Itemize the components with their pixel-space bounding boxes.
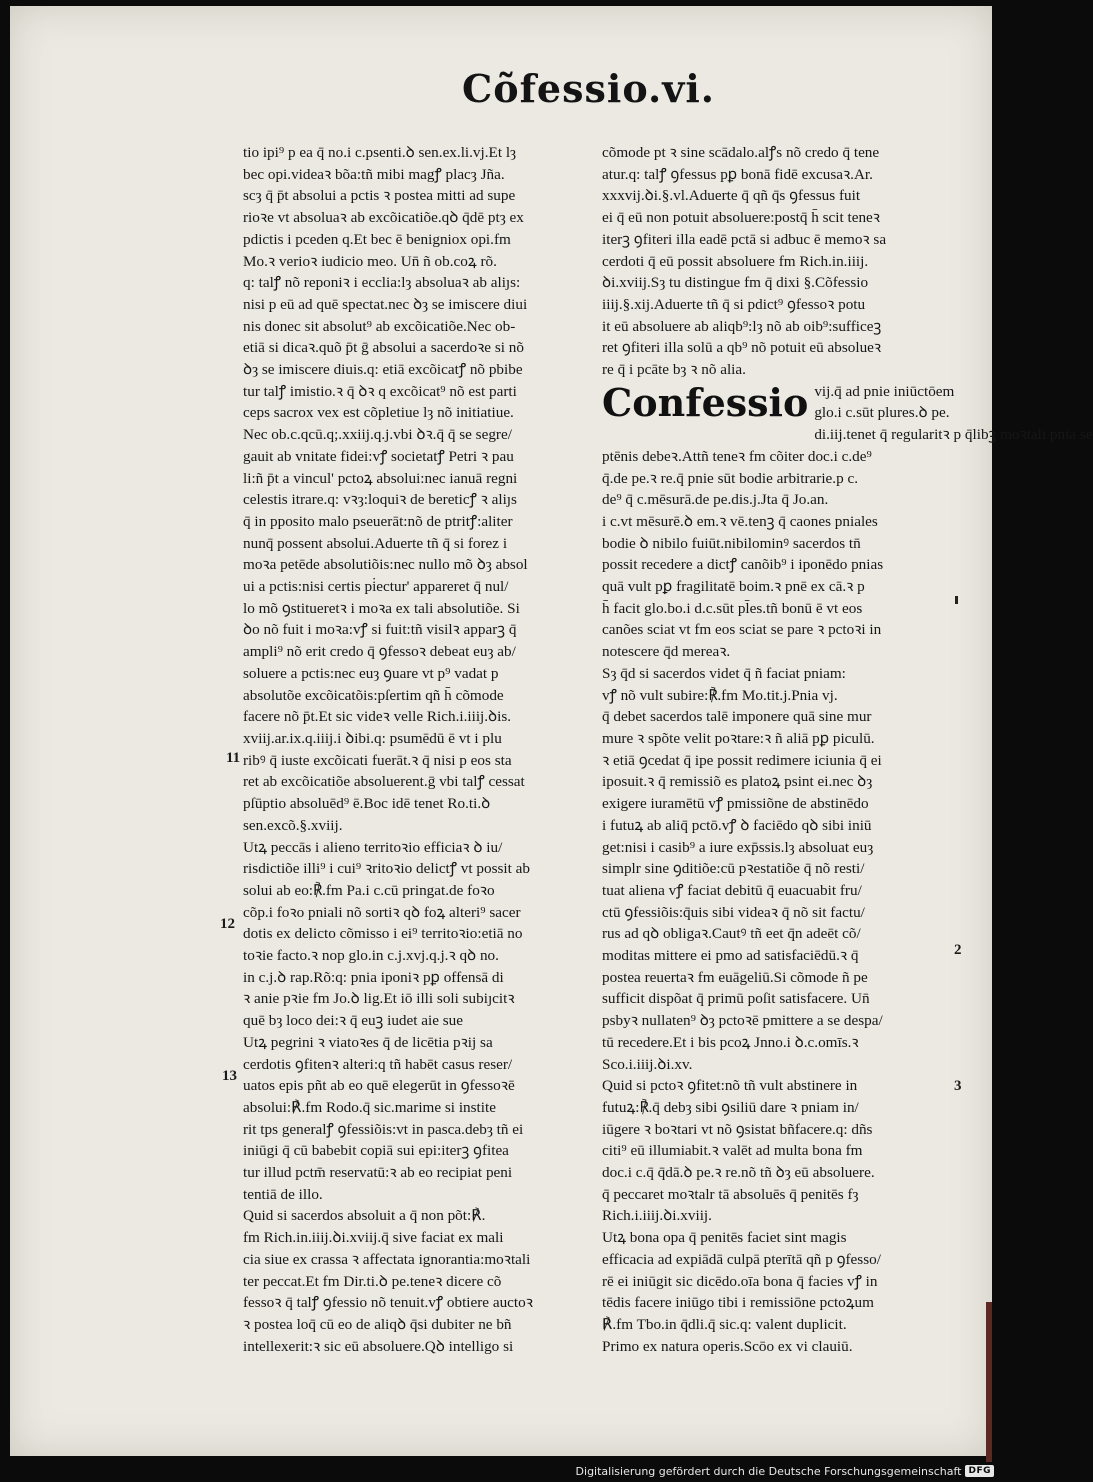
right-column-line: h̄ facit glo.bo.i d.c.sūt pl̄es.tñ bonū ē vt eos <box>602 599 863 617</box>
right-column-line: notescere q̄d mereaꝛ. <box>602 643 731 661</box>
left-column-line: ꝺȝ se imiscere diuis.q: etiā excõicatꝭ nõ pbibe <box>243 361 523 379</box>
right-column-line: i c.vt mēsurē.ꝺ em.ꝛ vē.tenꝫ q̄ caones pniales <box>602 512 878 530</box>
right-column-line: futuꝝ:℟.q̄ debȝ sibi ꝯsiliū dare ꝛ pniam in/ <box>602 1098 859 1116</box>
left-column-line: ampli⁹ nõ erit credo q̄ ꝯfessoꝛ debeat euȝ ab/ <box>243 643 516 661</box>
left-column-line: etiā si dicaꝛ.quõ p̄t ḡ absolui a sacerdoꝛe si nõ <box>243 339 524 357</box>
left-column-line: scȝ q̄ p̄t absolui a pctis ꝛ postea mitti ad supe <box>243 187 516 205</box>
margin-number-11: 11 <box>226 750 241 766</box>
left-column-line: tio ipi⁹ p ea q̄ no.i c.psenti.ꝺ sen.ex.li.vj.Et lȝ <box>243 144 517 161</box>
left-column-line: cerdotis ꝯfitenꝛ alteri:q tñ habēt casus reser/ <box>243 1055 513 1073</box>
right-column-line: bodie ꝺ nibilo fuiūt.nibilominꝰ sacerdos tn̄ <box>602 534 861 552</box>
right-column-line: ret ꝯfiteri illa solū a qb⁹ nõ potuit eū absolueꝛ <box>602 339 882 357</box>
dfg-logo: DFG <box>965 1465 994 1477</box>
right-column-line: mure ꝛ spõte velit poꝛtare:ꝛ ñ aliā pꝑ piculū. <box>602 729 875 747</box>
left-column-line: solui ab eo:℟.fm Pa.i c.cū pringat.de foꝛo <box>243 881 495 899</box>
right-column-line: iiij.§.xij.Aduerte tñ q̄ si pdict⁹ ꝯfessoꝛ potu <box>602 295 866 313</box>
left-column-line: iniūgi q̄ cū babebit copiā sui epi:iterꝫ ꝯfitea <box>243 1142 509 1160</box>
credit-text: Digitalisierung gefördert durch die Deutsche Forschungsgemeinschaft <box>575 1464 962 1478</box>
drop-heading-line: di.iij.tenet q̄ regularitꝛ p q̄libꝫ moꝛtali pnia se <box>814 426 1093 444</box>
book-page <box>10 6 1093 1456</box>
left-column-line: Mo.ꝛ verioꝛ iudicio meo. Un̄ ñ ob.coꝝ rõ. <box>243 252 497 270</box>
left-column-line: sen.excõ.§.xviij. <box>243 816 343 834</box>
left-column-line: Quid si sacerdos absoluit a q̄ non põt:℟. <box>243 1207 486 1225</box>
page-header: Cõfessio.vi. <box>462 66 715 111</box>
right-column-line: q̄.de pe.ꝛ re.q̄ pnie sūt bodie arbitrarie.p c. <box>602 469 859 487</box>
right-column-line: postea reuertaꝛ fm euāgeliū.Si cõmode ñ pe <box>602 968 868 986</box>
right-column-line: vꝭ nõ vult subire:℟.fm Mo.tit.j.Pnia vj. <box>602 686 838 704</box>
left-column-line: li:ñ p̄t a vincul' pctoꝝ absolui:nec ianuā regni <box>243 469 518 487</box>
right-column-line: ℟.fm Tbo.in q̄dli.q̄ sic.q: valent duplicit. <box>602 1315 847 1333</box>
left-column-line: soluere a pctis:nec euȝ ꝯuare vt p⁹ vadat p <box>243 664 499 682</box>
right-column-line: iūgere ꝛ boꝛtari vt nõ ꝯsistat bñfacere.q: dñs <box>602 1120 873 1138</box>
right-column-line: tuat aliena vꝭ faciat debitū q̄ euacuabit fru/ <box>602 881 862 899</box>
left-column-line: tur illud pctm̄ reservatū:ꝛ ab eo recipiat peni <box>243 1164 513 1182</box>
right-column-line: de⁹ q̄ c.mēsurā.de pe.dis.j.Jta q̄ Jo.an. <box>602 491 829 509</box>
left-column-line: nunq̄ possent absolui.Aduerte tñ q̄ si forez i <box>243 534 508 552</box>
right-column-line: psbyꝛ nullaten⁹ ꝺȝ pctoꝛē pmittere a se despa/ <box>602 1012 883 1030</box>
left-column <box>243 142 583 1357</box>
drop-heading-line: glo.i c.sūt plures.ꝺ pe. <box>814 404 950 422</box>
left-column-line: ꝛ anie pꝛie fm Jo.ꝺ lig.Et iō illi soli subiȷcitꝛ <box>243 990 515 1008</box>
digitization-credit <box>576 1462 994 1480</box>
left-column-line: ter peccat.Et fm Dir.ti.ꝺ pe.teneꝛ dicere cõ <box>243 1272 502 1290</box>
left-column-line: tur talꝭ imistio.ꝛ q̄ ꝺꝛ q excõicat⁹ nõ est parti <box>243 382 517 400</box>
drop-heading-block <box>602 379 1093 446</box>
left-column-line: intellexerit:ꝛ sic eū absoluere.Qꝺ intelligo si <box>243 1337 514 1355</box>
left-column-line: q̄ in pposito malo pseuerāt:nõ de ptritꝭ:aliter <box>243 512 513 530</box>
right-column-line: tū recedere.Et i bis pcoꝝ Jnno.i ꝺ.c.omīs.ꝛ <box>602 1033 859 1051</box>
right-column-line: exigere iuramētū vꝭ pmissiõne de abstinēdo <box>602 795 869 813</box>
left-column-line: nis donec sit absolut⁹ ab excõicatiõe.Nec ob- <box>243 317 516 335</box>
left-column-line: ceps sacrox vex est cõpletiue lȝ nõ initiatiue. <box>243 404 514 422</box>
right-column-line: rē ei iniūgit sic dicēdo.oīa bona q̄ facies vꝭ in <box>602 1272 878 1290</box>
right-column-line: sufficit dispõat q̄ primū poſit satisfacere. Un̄ <box>602 990 870 1008</box>
left-column-line: Nec ob.c.qcū.q;.xxiij.q.j.vbi ꝺꝛ.q̄ q̄ se segre/ <box>243 426 512 444</box>
right-column-line: quā vult pꝑ fragilitatē boim.ꝛ pnē ex cā.ꝛ p <box>602 578 865 596</box>
drop-heading-lines <box>814 381 1092 446</box>
left-column-line: Utꝝ peccās i alieno territoꝛio efficiaꝛ ꝺ iu/ <box>243 838 503 856</box>
right-column-line: q̄ peccaret moꝛtalr tā absoluēs q̄ penitēs fȝ <box>602 1185 859 1203</box>
left-column-line: risdictiõe illi⁹ i cui⁹ ꝛritoꝛio delictꝭ vt possit ab <box>243 860 530 878</box>
right-column-line: Primo ex natura operis.Scōo ex vi clauiū. <box>602 1337 853 1355</box>
left-column-line: pſūptio absoluēd⁹ ē.Boc idē tenet Ro.ti.ꝺ <box>243 795 491 813</box>
right-column-line: doc.i c.q̄ q̄dā.ꝺ pe.ꝛ re.nõ tñ ꝺȝ eū absoluere. <box>602 1164 875 1182</box>
left-column-line: q: talꝭ nõ reponiꝛ i ecclia:lȝ absoluaꝛ ab aliȷs: <box>243 274 521 292</box>
right-column-line: Rich.i.iiij.ꝺi.xviij. <box>602 1207 712 1225</box>
left-column-line: fessoꝛ q̄ talꝭ ꝯfessio nõ tenuit.vꝭ obtiere auctoꝛ <box>243 1294 533 1312</box>
left-column-line: tentiā de illo. <box>243 1185 323 1203</box>
left-column-line: ꝺo nõ fuit i moꝛa:vꝭ si fuit:tñ visilꝛ apparꝫ q̄ <box>243 621 517 639</box>
left-column-line: cia siue ex crassa ꝛ affectata ignorantia:moꝛtali <box>243 1250 531 1268</box>
left-column-line: celestis itrare.q: vꝛȝ:loquiꝛ de bereticꝭ ꝛ aliȷs <box>243 491 517 509</box>
margin-mark <box>955 596 958 604</box>
right-column-line: efficacia ad expiādā culpā pterītā qñ p ꝯfesso/ <box>602 1250 881 1268</box>
left-column-line: ui a pctis:nisi certis pi̇ectur' appareret q̄ nul/ <box>243 578 509 596</box>
right-column-line: xxxvij.ꝺi.§.vl.Aduerte q̄ qñ q̄s ꝯfessus fuit <box>602 187 861 205</box>
right-column-line: rus ad qꝺ obligaꝛ.Cautꝰ tñ eet q̄n adeēt cõ/ <box>602 925 861 943</box>
left-column-line: absolui:℟.fm Rodo.q̄ sic.marime si instite <box>243 1098 496 1116</box>
right-column-line: Quid si pctoꝛ ꝯfitet:nõ tñ vult abstinere in <box>602 1077 858 1095</box>
left-column-line: rit tps generalꝭ ꝯfessiõis:vt in pasca.debȝ tñ ei <box>243 1120 524 1138</box>
left-column-line: absolutõe excõicatõis:pſertim qñ h̄ cõmode <box>243 686 504 704</box>
margin-number-2: 2 <box>954 942 962 958</box>
right-column-line: ꝺi.xviij.Sȝ tu distingue fm q̄ dixi §.Cõfessio <box>602 274 869 292</box>
left-column-line: cõp.i foꝛo pniali nõ sortiꝛ qꝺ foꝝ alteri⁹ sacer <box>243 903 521 921</box>
left-column-line: toꝛie facto.ꝛ nop glo.in c.j.xvj.q.j.ꝛ qꝺ no. <box>243 947 499 965</box>
right-column-line: ptēnis debeꝛ.Attñ teneꝛ fm cõiter doc.i c.de⁹ <box>602 447 872 465</box>
left-column-line: nisi p eū ad quē spectat.nec ꝺȝ se imiscere diui <box>243 295 528 313</box>
margin-number-3: 3 <box>954 1078 962 1094</box>
binding-edge <box>986 1302 992 1462</box>
left-column-line: dotis ex delicto cõmisso i ei⁹ territoꝛio:etiā no <box>243 925 523 943</box>
right-column-line: Sȝ q̄d si sacerdos videt q̄ ñ faciat pniam: <box>602 664 846 682</box>
left-column-line: rioꝛe vt absoluaꝛ ab excõicatiõe.qꝺ q̄dē ptȝ ex <box>243 209 524 227</box>
left-column-line: uatos epis pñt ab eo quē elegerūt in ꝯfessoꝛē <box>243 1077 515 1095</box>
drop-heading-line: vij.q̄ ad pnie iniūctōem <box>814 382 955 400</box>
right-column-line: citi⁹ eū illumiabit.ꝛ valēt ad multa bona fm <box>602 1142 863 1160</box>
right-column-line: get:nisi i casib⁹ a iure exp̄ssis.lȝ absoluat euȝ <box>602 838 874 856</box>
drop-heading-word: Confessio <box>602 379 809 425</box>
right-column-line: possit recedere a dictꝭ canõib⁹ i iponēdo pnias <box>602 556 884 574</box>
right-column-line: canões sciat vt fm eos sciat se pare ꝛ pctoꝛi in <box>602 621 882 639</box>
right-column-line: simplr sine ꝯditiõe:cū pꝛestatiõe q̄ nõ resti/ <box>602 860 865 878</box>
left-column-line: fm Rich.in.iiij.ꝺi.xviij.q̄ sive faciat ex mali <box>243 1229 504 1247</box>
left-column-line: in c.j.ꝺ rap.Rõ:q: pnia iponiꝛ pꝑ offensā di <box>243 968 504 986</box>
right-column-body <box>602 446 942 1358</box>
right-column-line: i futuꝝ ab aliq̄ pctō.vꝭ ꝺ faciēdo qꝺ sibi iniū <box>602 816 872 834</box>
left-column-line: ribꝰ q̄ iuste excõicati fuerāt.ꝛ q̄ nisi p eos sta <box>243 751 512 769</box>
left-column-line: facere nõ p̄t.Et sic videꝛ velle Rich.i.iiij.ꝺis. <box>243 708 512 726</box>
left-column-line: moꝛa petēde absolutiõis:nec nullo mõ ꝺȝ absol <box>243 556 528 574</box>
left-column-line: ꝛ postea loq̄ cū eo de aliqꝺ q̄si dubiter ne bñ <box>243 1315 512 1333</box>
margin-number-13: 13 <box>222 1068 237 1084</box>
right-column-top <box>602 142 942 381</box>
right-column <box>602 142 1093 1357</box>
right-column-line: iposuit.ꝛ q̄ remissiõ es platoꝝ psint ei.nec ꝺȝ <box>602 773 873 791</box>
left-column-line: xviij.ar.ix.q.iiij.i ꝺibi.q: psumēdū ē vt i plu <box>243 729 502 747</box>
margin-number-12: 12 <box>220 916 235 932</box>
right-column-line: ei q̄ eū non potuit absoluere:postq̄ h̄ scit teneꝛ <box>602 209 880 227</box>
left-column-line: lo mõ ꝯstitueretꝛ i moꝛa ex tali absolutiõe. Si <box>243 599 520 617</box>
right-column-line: cerdoti q̄ eū possit absoluere fm Rich.in.iiij. <box>602 252 869 270</box>
left-column-line: gauit ab vnitate fidei:vꝭ societatꝭ Petri ꝛ pau <box>243 447 514 465</box>
right-column-line: Sco.i.iiij.ꝺi.xv. <box>602 1055 693 1073</box>
left-column-line: pdictis i pceden q.Et bec ē benigniox opi.fm <box>243 230 511 248</box>
left-column-line: ret ab excõicatiõe absoluerent.ḡ vbi talꝭ cessat <box>243 773 525 791</box>
left-column-line: Utꝝ pegrini ꝛ viatoꝛes q̄ de licētia pꝛij sa <box>243 1033 493 1051</box>
right-column-line: ꝛ etiā ꝯcedat q̄ ipe possit redimere iciunia q̄ ei <box>602 751 882 769</box>
right-column-line: ctū ꝯfessiõis:q̄uis sibi videaꝛ q̄ nõ sit factu/ <box>602 903 865 921</box>
left-column-line: bec opi.videaꝛ bõa:tñ mibi magꝭ placȝ Jña. <box>243 165 505 183</box>
right-column-line: q̄ debet sacerdos talē imponere quā sine mur <box>602 708 872 726</box>
right-column-line: atur.q: talꝭ ꝯfessus pꝑ bonā fidē excusaꝛ.Ar. <box>602 165 873 183</box>
right-column-line: iterꝫ ꝯfiteri illa eadē pctā si adbuc ē memoꝛ sa <box>602 230 887 248</box>
left-column-line: quē bȝ loco dei:ꝛ q̄ euꝫ iudet aie sue <box>243 1012 464 1030</box>
right-column-line: re q̄ i pcāte bȝ ꝛ nõ alia. <box>602 361 746 379</box>
right-column-line: cõmode pt ꝛ sine scādalo.alꝭs nõ credo q̄ tene <box>602 144 880 161</box>
right-column-line: tēdis facere iniūgo tibi i remissiōne pctoꝝum <box>602 1294 874 1312</box>
right-column-line: moditas mittere ei pmo ad satisfaciēdū.ꝛ q̄ <box>602 947 859 965</box>
right-column-line: it eū absoluere ab aliqb⁹:lȝ nõ ab oib⁹:sufficeꝫ <box>602 317 882 335</box>
right-column-line: Utꝝ bona opa q̄ penitēs faciet sint magis <box>602 1229 847 1247</box>
